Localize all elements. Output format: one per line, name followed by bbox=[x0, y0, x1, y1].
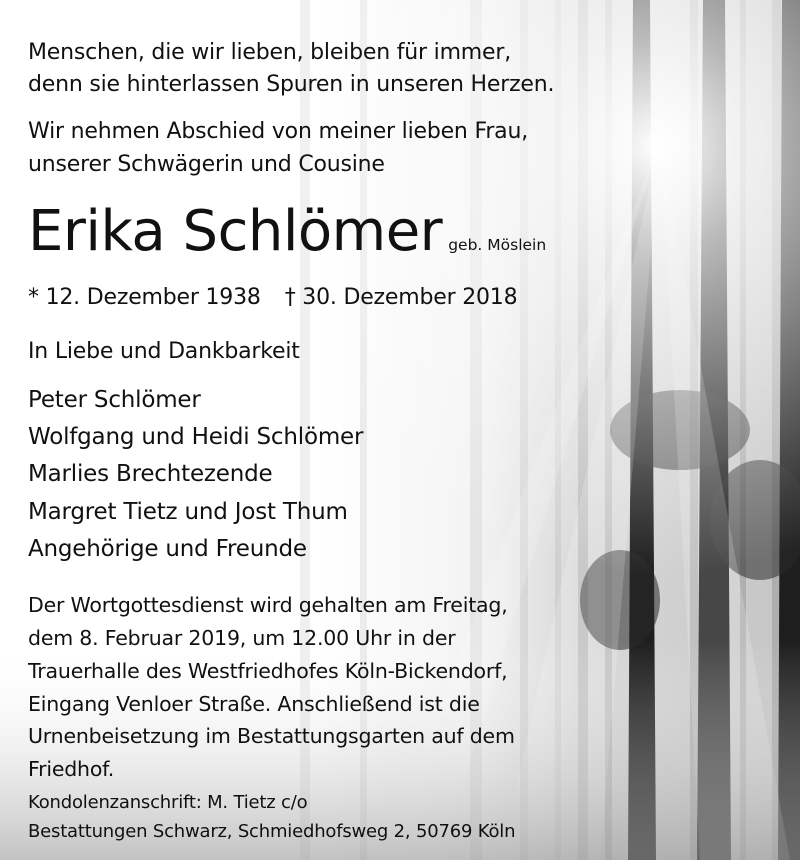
farewell-line: unserer Schwägerin und Cousine bbox=[28, 152, 385, 177]
death-date: † 30. Dezember 2018 bbox=[284, 285, 518, 310]
birth-name: geb. Möslein bbox=[448, 236, 547, 254]
deceased-name-block bbox=[28, 200, 546, 264]
service-line: dem 8. Februar 2019, um 12.00 Uhr in der bbox=[28, 626, 456, 650]
condolence-line: Kondolenzanschrift: M. Tietz c/o bbox=[28, 792, 308, 813]
farewell-line: Wir nehmen Abschied von meiner lieben Frau, bbox=[28, 119, 528, 144]
birth-date: * 12. Dezember 1938 bbox=[28, 285, 261, 310]
deceased-name: Erika Schlömer bbox=[28, 199, 443, 264]
condolence-line: Bestattungen Schwarz, Schmiedhofsweg 2, 50769 Köln bbox=[28, 821, 516, 842]
life-dates bbox=[28, 283, 517, 313]
mourner-name: Peter Schlömer bbox=[28, 387, 201, 413]
service-line: Trauerhalle des Westfriedhofes Köln-Bickendorf, bbox=[28, 659, 508, 683]
service-line: Friedhof. bbox=[28, 757, 115, 781]
service-line: Urnenbeisetzung im Bestattungsgarten auf dem bbox=[28, 724, 515, 748]
mourner-name: Margret Tietz und Jost Thum bbox=[28, 499, 348, 525]
gratitude-line: In Liebe und Dankbarkeit bbox=[28, 339, 300, 364]
mourner-name: Angehörige und Freunde bbox=[28, 536, 307, 562]
quote-line: Menschen, die wir lieben, bleiben für immer, bbox=[28, 40, 511, 65]
service-line: Eingang Venloer Straße. Anschließend ist die bbox=[28, 692, 480, 716]
service-line: Der Wortgottesdienst wird gehalten am Freitag, bbox=[28, 593, 508, 617]
mourner-name: Marlies Brechtezende bbox=[28, 461, 273, 487]
quote-line: denn sie hinterlassen Spuren in unseren Herzen. bbox=[28, 72, 555, 97]
mourner-name: Wolfgang und Heidi Schlömer bbox=[28, 424, 364, 450]
